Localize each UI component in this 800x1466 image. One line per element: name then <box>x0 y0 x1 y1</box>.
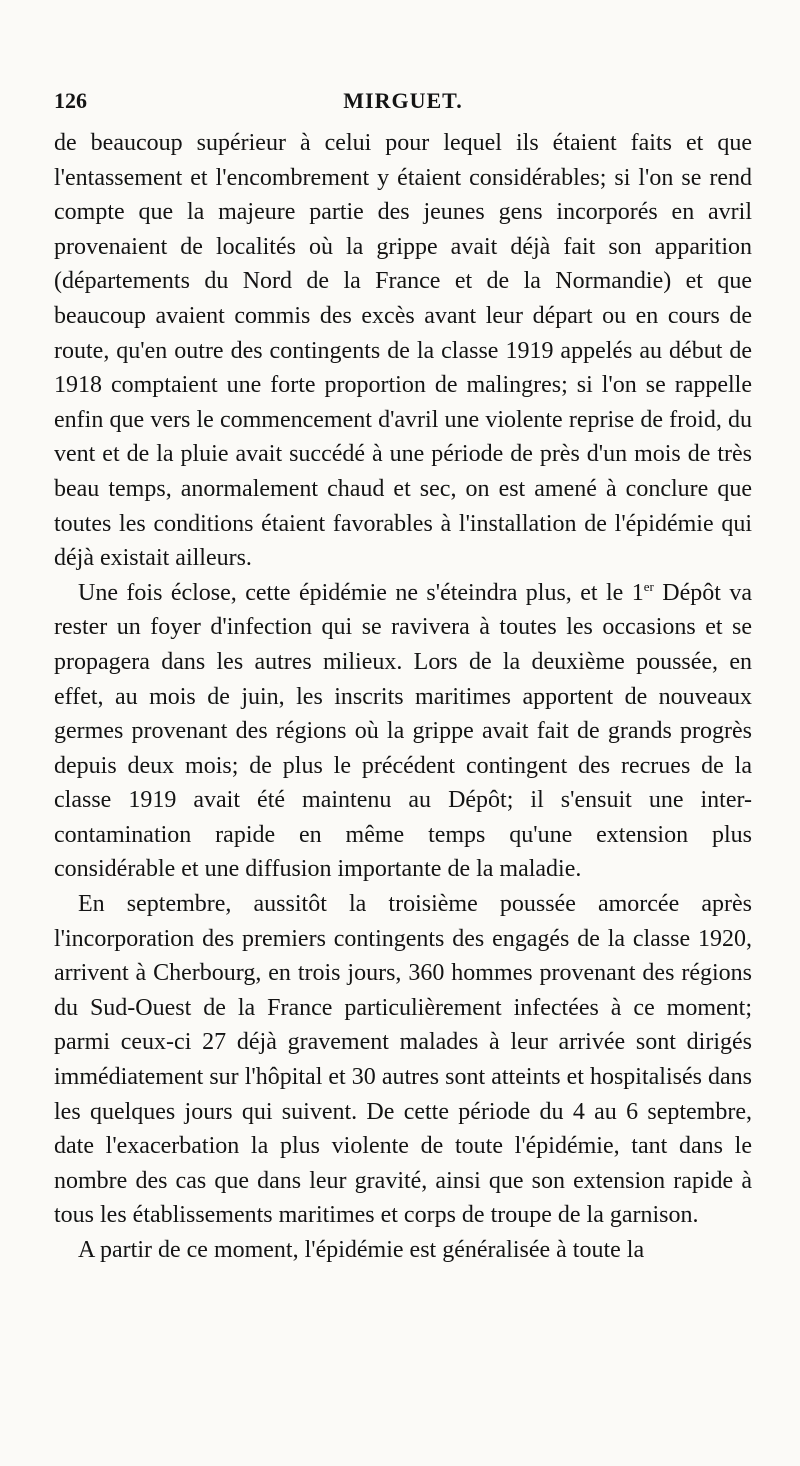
running-head: MIRGUET. <box>343 88 463 113</box>
paragraph-final: A partir de ce moment, l'épidémie est généralisée à toute la <box>78 1237 645 1263</box>
paragraph-depot-text-start: Une fois éclose, cette épidémie ne s'éteindra plus, et le 1 <box>78 579 644 606</box>
paragraph-depot-text-end: Dépôt va rester un foyer d'infection qui se ravivera à toutes les occasions et se propagera dans les autres milieux. Lors de la deuxième poussée, en effet, au mois de juin, les inscrits maritimes apportent de nouveaux germes provenant des régions où la grippe avait fait de grands progrès depuis deux mois; de plus le précédent contingent des recrues de la classe 1919 avait été maintenu au Dépôt; il s'ensuit une inter-contamination rapide en même temps qu'une extension plus considérable et une diffusion importante de la maladie. <box>54 579 753 883</box>
paragraph-continuation: de beaucoup supérieur à celui pour lequel ils étaient faits et que l'entassement et l'encombrement y étaient considérables; si l'on se rend compte que la majeure partie des jeunes gens incorporés en avril provenaient de localités où la grippe avait déjà fait son apparition (départements du Nord de la France et de la Normandie) et que beaucoup avaient commis des excès avant leur départ ou en cours de route, qu'en outre des contingents de la classe 1919 appelés au début de 1918 comptaient une forte proportion de malingres; si l'on se rappelle enfin que vers le commencement d'avril une violente reprise de froid, du vent et de la pluie avait succédé à une période de près d'un mois de très beau temps, anormalement chaud et sec, on est amené à conclure que toutes les conditions étaient favorables à l'installation de l'épidémie qui déjà existait ailleurs. <box>54 130 752 572</box>
page-header <box>54 88 752 118</box>
paragraph-september: En septembre, aussitôt la troisième poussée amorcée après l'incorporation des premiers contingents des engagés de la classe 1920, arrivent à Cherbourg, en trois jours, 360 hommes provenant des régions du Sud-Ouest de la France particulièrement infectées à ce moment; parmi ceux-ci 27 déjà gravement malades à leur arrivée sont dirigés immédiatement sur l'hôpital et 30 autres sont atteints et hospitalisés dans les quelques jours qui suivent. De cette période du 4 au 6 septembre, date l'exacerbation la plus violente de toute l'épidémie, tant dans le nombre des cas que dans leur gravité, ainsi que son extension rapide à tous les établissements maritimes et corps de troupe de la garnison. <box>54 891 752 1229</box>
ordinal-superscript: er <box>643 578 654 594</box>
page-number: 126 <box>54 88 87 113</box>
body-text <box>54 126 752 1268</box>
paragraph-depot <box>54 576 752 887</box>
